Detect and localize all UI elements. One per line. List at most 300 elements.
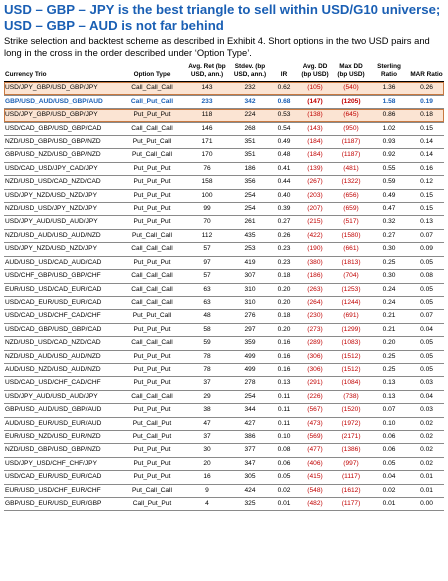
cell-avgdd: (380)	[307, 258, 323, 266]
cell-sterling: 0.21	[382, 325, 396, 333]
cell-sterling: 0.24	[382, 298, 396, 306]
cell-trio: USD/JPY_AUD/USD_AUD/JPY	[5, 392, 98, 400]
cell-sterling: 0.27	[382, 231, 396, 239]
cell-sterling: 0.20	[382, 339, 396, 347]
cell-ir: 0.53	[271, 109, 297, 122]
cell-stdev: 344	[244, 406, 256, 414]
cell-ir: 0.18	[277, 312, 291, 320]
cell-stdev: 342	[229, 95, 271, 108]
cell-trio: USD/JPY_AUD/USD_AUD/JPY	[5, 218, 98, 226]
cell-ir: 0.48	[277, 151, 291, 159]
cell-ret: 63	[203, 285, 211, 293]
header-ret: Avg. Ret (bp USD, ann.)	[185, 63, 229, 82]
cell-type: Put_Put_Put	[133, 191, 171, 199]
cell-sterling: 0.01	[382, 500, 396, 507]
cell-ir: 0.11	[277, 406, 291, 414]
cell-maxdd: (1386)	[341, 446, 361, 454]
table-row	[4, 256, 444, 269]
cell-maxdd: (1253)	[341, 285, 361, 293]
cell-stdev: 254	[244, 191, 256, 199]
cell-ret: 58	[203, 325, 211, 333]
cell-trio: NZD/USD_GBP/USD_GBP/NZD	[5, 138, 101, 146]
cell-mar: 0.15	[420, 124, 433, 132]
table-row	[4, 323, 444, 336]
cell-maxdd: (1177)	[341, 500, 361, 507]
cell-maxdd: (1117)	[341, 473, 361, 481]
cell-avgdd: (548)	[307, 486, 323, 494]
cell-sterling: 0.93	[382, 138, 396, 146]
table-row	[4, 417, 444, 430]
cell-sterling: 1.02	[382, 124, 396, 132]
cell-sterling: 0.13	[382, 379, 396, 387]
cell-sterling: 0.04	[382, 473, 396, 481]
cell-sterling: 0.30	[382, 245, 396, 253]
cell-trio: USD/JPY_USD/CHF_CHF/JPY	[5, 459, 97, 467]
cell-avgdd: (267)	[307, 178, 323, 186]
cell-type: Put_Put_Put	[133, 446, 171, 454]
cell-ir: 0.05	[277, 473, 291, 481]
cell-type: Put_Put_Put	[133, 473, 171, 481]
header-trio: Currency Trio	[4, 63, 119, 82]
cell-trio: AUD/USD_EUR/USD_EUR/AUD	[5, 419, 102, 427]
table-row	[4, 350, 444, 363]
cell-avgdd: (567)	[307, 406, 323, 414]
table-row	[4, 270, 444, 283]
cell-type: Call_Call_Call	[131, 245, 173, 253]
cell-mar: 0.07	[420, 312, 433, 320]
cell-avgdd: (415)	[307, 473, 323, 481]
cell-ret: 100	[201, 191, 213, 199]
header-sterling: Sterling Ratio	[369, 63, 409, 82]
cell-sterling: 0.92	[382, 151, 396, 159]
cell-avgdd: (143)	[307, 124, 323, 132]
cell-ret: 118	[185, 109, 229, 122]
cell-maxdd: (645)	[333, 109, 369, 122]
cell-avgdd: (306)	[307, 352, 323, 360]
cell-type: Call_Put_Put	[132, 500, 172, 507]
cell-ret: 37	[203, 432, 211, 440]
cell-ir: 0.20	[277, 325, 291, 333]
cell-stdev: 268	[244, 124, 256, 132]
table-row	[4, 162, 444, 175]
cell-avgdd: (186)	[307, 272, 323, 280]
cell-stdev: 254	[244, 392, 256, 400]
cell-stdev: 424	[244, 486, 256, 494]
cell-type: Put_Put_Put	[133, 379, 171, 387]
cell-mar: 0.02	[420, 419, 433, 427]
table-row	[4, 363, 444, 376]
table-row	[4, 404, 444, 417]
cell-type: Put_Put_Put	[119, 109, 185, 122]
cell-mar: 0.01	[420, 486, 433, 494]
cell-avgdd: (138)	[297, 109, 333, 122]
header-ir: IR	[271, 63, 297, 82]
cell-ret: 38	[203, 406, 211, 414]
results-table	[4, 63, 444, 511]
table-row	[4, 136, 444, 149]
cell-trio: NZD/USD_USD/CAD_NZD/CAD	[5, 339, 101, 347]
cell-mar: 0.02	[420, 459, 433, 467]
cell-mar: 0.05	[420, 339, 433, 347]
cell-trio: USD/JPY_NZD/USD_NZD/JPY	[5, 191, 97, 199]
cell-ret: 76	[203, 164, 211, 172]
cell-avgdd: (263)	[307, 285, 323, 293]
cell-type: Put_Put_Put	[133, 365, 171, 373]
cell-sterling: 0.25	[382, 365, 396, 373]
cell-maxdd: (1083)	[341, 339, 361, 347]
cell-ret: 143	[185, 82, 229, 95]
cell-mar: 0.00	[420, 500, 433, 507]
cell-stdev: 186	[244, 164, 256, 172]
cell-ret: 63	[203, 298, 211, 306]
cell-type: Put_Put_Put	[133, 352, 171, 360]
cell-stdev: 351	[244, 151, 256, 159]
cell-avgdd: (406)	[307, 459, 323, 467]
cell-type: Put_Put_Put	[133, 164, 171, 172]
cell-stdev: 261	[244, 218, 256, 226]
cell-trio: USD/CAD_EUR/USD_EUR/CAD	[5, 298, 102, 306]
cell-stdev: 499	[244, 352, 256, 360]
cell-avgdd: (184)	[307, 151, 323, 159]
cell-maxdd: (481)	[343, 164, 359, 172]
cell-sterling: 1.58	[369, 95, 409, 108]
cell-avgdd: (105)	[297, 82, 333, 95]
cell-maxdd: (738)	[343, 392, 359, 400]
cell-stdev: 310	[244, 285, 256, 293]
cell-trio: EUR/USD_USD/CAD_EUR/CAD	[5, 285, 102, 293]
cell-mar: 0.04	[420, 325, 433, 333]
cell-ret: 99	[203, 205, 211, 213]
cell-mar: 0.02	[420, 432, 433, 440]
cell-trio: AUD/USD_NZD/USD_AUD/NZD	[5, 365, 101, 373]
cell-ret: 78	[203, 352, 211, 360]
cell-ret: 4	[205, 500, 209, 507]
table-row	[4, 337, 444, 350]
cell-avgdd: (477)	[307, 446, 323, 454]
cell-maxdd: (1205)	[333, 95, 369, 108]
cell-trio: GBP/USD_NZD/USD_GBP/NZD	[5, 151, 101, 159]
table-row	[4, 243, 444, 256]
cell-type: Put_Put_Put	[133, 406, 171, 414]
table-row	[4, 176, 444, 189]
cell-ret: 146	[201, 124, 213, 132]
cell-ir: 0.16	[277, 365, 291, 373]
cell-sterling: 0.24	[382, 285, 396, 293]
cell-maxdd: (1299)	[341, 325, 361, 333]
cell-stdev: 232	[229, 82, 271, 95]
cell-maxdd: (1512)	[341, 365, 361, 373]
cell-ir: 0.18	[277, 272, 291, 280]
cell-maxdd: (1084)	[341, 379, 361, 387]
table-row	[4, 471, 444, 484]
cell-avgdd: (273)	[307, 325, 323, 333]
cell-mar: 0.12	[420, 178, 433, 186]
cell-ret: 37	[203, 379, 211, 387]
table-row	[4, 296, 444, 309]
cell-ir: 0.08	[277, 446, 291, 454]
cell-mar: 0.14	[420, 138, 433, 146]
cell-trio: USD/JPY_GBP/USD_GBP/JPY	[4, 82, 119, 95]
header-avgdd: Avg. DD (bp USD)	[297, 63, 333, 82]
cell-maxdd: (1512)	[341, 352, 361, 360]
cell-trio: GBP/USD_EUR/USD_EUR/GBP	[5, 500, 102, 507]
cell-stdev: 253	[244, 245, 256, 253]
cell-ir: 0.20	[277, 298, 291, 306]
cell-mar: 0.03	[420, 406, 433, 414]
cell-ret: 9	[205, 486, 209, 494]
cell-type: Put_Call_Put	[132, 432, 172, 440]
exhibit-subtitle: Strike selection and backtest scheme as described in Exhibit 4. Short options in the two USD pairs and long in the cross in the order described under ‘Option Type’.	[4, 35, 430, 58]
cell-mar: 0.01	[420, 473, 433, 481]
cell-avgdd: (190)	[307, 245, 323, 253]
cell-maxdd: (1612)	[341, 486, 361, 494]
cell-ir: 0.27	[277, 218, 291, 226]
cell-avgdd: (230)	[307, 312, 323, 320]
cell-trio: EUR/USD_NZD/USD_EUR/NZD	[5, 432, 101, 440]
table-row	[4, 149, 444, 162]
cell-trio: USD/JPY_GBP/USD_GBP/JPY	[4, 109, 119, 122]
cell-ret: 171	[201, 138, 213, 146]
cell-sterling: 1.36	[369, 82, 409, 95]
table-row	[4, 122, 444, 135]
cell-type: Put_Put_Put	[133, 258, 171, 266]
cell-ret: 30	[203, 446, 211, 454]
cell-mar: 0.18	[409, 109, 444, 122]
cell-type: Call_Call_Call	[131, 392, 173, 400]
cell-trio: USD/JPY_NZD/USD_NZD/JPY	[5, 245, 97, 253]
cell-mar: 0.04	[420, 392, 433, 400]
cell-type: Put_Put_Put	[133, 178, 171, 186]
cell-stdev: 254	[244, 205, 256, 213]
cell-sterling: 0.49	[382, 191, 396, 199]
cell-avgdd: (184)	[307, 138, 323, 146]
cell-mar: 0.05	[420, 285, 433, 293]
cell-mar: 0.19	[409, 95, 444, 108]
cell-maxdd: (691)	[343, 312, 359, 320]
cell-stdev: 276	[244, 312, 256, 320]
cell-ret: 97	[203, 258, 211, 266]
cell-ir: 0.26	[277, 231, 291, 239]
cell-ret: 47	[203, 419, 211, 427]
cell-type: Put_Put_Put	[133, 218, 171, 226]
cell-type: Put_Call_Call	[132, 151, 172, 159]
cell-avgdd: (226)	[307, 392, 323, 400]
table-row	[4, 283, 444, 296]
cell-type: Call_Call_Call	[131, 298, 173, 306]
cell-sterling: 0.32	[382, 218, 396, 226]
cell-sterling: 0.10	[382, 419, 396, 427]
cell-maxdd: (2171)	[341, 432, 361, 440]
table-row	[4, 109, 444, 122]
table-row	[4, 310, 444, 323]
cell-type: Put_Call_Put	[132, 419, 172, 427]
cell-trio: NZD/USD_GBP/USD_GBP/NZD	[5, 446, 101, 454]
cell-sterling: 0.07	[382, 406, 396, 414]
cell-mar: 0.07	[420, 231, 433, 239]
cell-sterling: 0.30	[382, 272, 396, 280]
cell-avgdd: (306)	[307, 365, 323, 373]
cell-stdev: 386	[244, 432, 256, 440]
cell-stdev: 347	[244, 459, 256, 467]
cell-mar: 0.05	[420, 352, 433, 360]
header-row	[4, 63, 444, 82]
cell-stdev: 310	[244, 298, 256, 306]
cell-ir: 0.16	[277, 352, 291, 360]
cell-ir: 0.06	[277, 459, 291, 467]
cell-maxdd: (1244)	[341, 298, 361, 306]
cell-ret: 59	[203, 339, 211, 347]
cell-stdev: 356	[244, 178, 256, 186]
table-row	[4, 216, 444, 229]
header-stdev: Stdev. (bp USD, ann.)	[229, 63, 271, 82]
cell-sterling: 0.25	[382, 258, 396, 266]
cell-mar: 0.14	[420, 151, 433, 159]
cell-stdev: 419	[244, 258, 256, 266]
cell-ret: 170	[201, 151, 213, 159]
cell-ir: 0.16	[277, 339, 291, 347]
header-maxdd: Max DD (bp USD)	[333, 63, 369, 82]
table-row	[4, 229, 444, 242]
cell-stdev: 278	[244, 379, 256, 387]
cell-trio: AUD/USD_USD/CAD_AUD/CAD	[5, 258, 102, 266]
cell-sterling: 0.55	[382, 164, 396, 172]
cell-trio: USD/CAD_GBP/USD_GBP/CAD	[5, 325, 102, 333]
header-mar: MAR Ratio	[409, 63, 444, 82]
table-row	[4, 444, 444, 457]
cell-type: Call_Call_Call	[131, 124, 173, 132]
cell-maxdd: (997)	[343, 459, 359, 467]
cell-stdev: 351	[244, 138, 256, 146]
cell-maxdd: (1520)	[341, 406, 361, 414]
cell-trio: USD/CAD_USD/CHF_CAD/CHF	[5, 312, 101, 320]
cell-maxdd: (659)	[343, 205, 359, 213]
table-row	[4, 203, 444, 216]
table-row	[4, 189, 444, 202]
cell-sterling: 0.25	[382, 352, 396, 360]
cell-stdev: 325	[244, 500, 256, 507]
cell-type: Call_Put_Call	[119, 95, 185, 108]
cell-mar: 0.05	[420, 365, 433, 373]
cell-type: Put_Put_Put	[133, 459, 171, 467]
cell-stdev: 307	[244, 272, 256, 280]
cell-mar: 0.03	[420, 379, 433, 387]
cell-maxdd: (661)	[343, 245, 359, 253]
cell-ir: 0.13	[277, 379, 291, 387]
cell-stdev: 359	[244, 339, 256, 347]
cell-sterling: 0.13	[382, 392, 396, 400]
cell-ir: 0.40	[277, 191, 291, 199]
cell-maxdd: (1580)	[341, 231, 361, 239]
exhibit-title: USD – GBP – JPY is the best triangle to sell within USD/G10 universe; USD – GBP – AUD is not far behind	[4, 2, 441, 33]
cell-ir: 0.41	[277, 164, 291, 172]
header-type: Option Type	[119, 63, 185, 82]
cell-ret: 78	[203, 365, 211, 373]
cell-type: Put_Call_Call	[132, 486, 172, 494]
cell-maxdd: (950)	[343, 124, 359, 132]
cell-ir: 0.11	[277, 419, 291, 427]
cell-sterling: 0.47	[382, 205, 396, 213]
cell-mar: 0.05	[420, 258, 433, 266]
cell-mar: 0.15	[420, 191, 433, 199]
cell-avgdd: (147)	[297, 95, 333, 108]
cell-ret: 233	[185, 95, 229, 108]
cell-ir: 0.02	[277, 486, 291, 494]
cell-maxdd: (517)	[343, 218, 359, 226]
cell-stdev: 224	[229, 109, 271, 122]
cell-avgdd: (473)	[307, 419, 323, 427]
cell-maxdd: (1972)	[341, 419, 361, 427]
cell-ir: 0.68	[271, 95, 297, 108]
cell-type: Call_Call_Call	[131, 272, 173, 280]
cell-trio: USD/CHF_GBP/USD_GBP/CHF	[5, 272, 101, 280]
cell-avgdd: (203)	[307, 191, 323, 199]
cell-ret: 16	[203, 473, 211, 481]
table-row	[4, 457, 444, 470]
cell-trio: USD/CAD_EUR/USD_EUR/CAD	[5, 473, 102, 481]
cell-ret: 70	[203, 218, 211, 226]
cell-mar: 0.15	[420, 205, 433, 213]
cell-mar: 0.09	[420, 245, 433, 253]
cell-ir: 0.01	[277, 500, 291, 507]
cell-type: Put_Put_Put	[133, 325, 171, 333]
cell-stdev: 305	[244, 473, 256, 481]
table-row	[4, 484, 444, 497]
table-row	[4, 95, 444, 108]
cell-stdev: 377	[244, 446, 256, 454]
cell-trio: GBP/USD_AUD/USD_GBP/AUD	[5, 406, 102, 414]
cell-trio: NZD/USD_USD/JPY_NZD/JPY	[5, 205, 97, 213]
cell-avgdd: (422)	[307, 231, 323, 239]
cell-maxdd: (540)	[333, 82, 369, 95]
cell-mar: 0.16	[420, 164, 433, 172]
cell-ir: 0.10	[277, 432, 291, 440]
cell-avgdd: (215)	[307, 218, 323, 226]
cell-ir: 0.49	[277, 138, 291, 146]
cell-trio: EUR/USD_USD/CHF_EUR/CHF	[5, 486, 101, 494]
cell-ir: 0.44	[277, 178, 291, 186]
cell-type: Put_Put_Call	[132, 312, 172, 320]
cell-trio: NZD/USD_AUD/USD_AUD/NZD	[5, 352, 101, 360]
cell-ret: 29	[203, 392, 211, 400]
cell-mar: 0.08	[420, 272, 433, 280]
cell-ir: 0.20	[277, 285, 291, 293]
cell-avgdd: (139)	[307, 164, 323, 172]
cell-trio: USD/CAD_USD/CHF_CAD/CHF	[5, 379, 101, 387]
cell-trio: USD/CAD_USD/JPY_CAD/JPY	[5, 164, 98, 172]
cell-sterling: 0.06	[382, 432, 396, 440]
cell-ret: 57	[203, 245, 211, 253]
cell-maxdd: (1322)	[341, 178, 361, 186]
table-row	[4, 430, 444, 443]
cell-sterling: 0.86	[369, 109, 409, 122]
cell-maxdd: (656)	[343, 191, 359, 199]
cell-mar: 0.26	[409, 82, 444, 95]
cell-avgdd: (207)	[307, 205, 323, 213]
cell-avgdd: (289)	[307, 339, 323, 347]
cell-sterling: 0.02	[382, 486, 396, 494]
cell-mar: 0.02	[420, 446, 433, 454]
cell-ir: 0.62	[271, 82, 297, 95]
cell-ir: 0.11	[277, 392, 291, 400]
cell-ret: 112	[201, 231, 213, 239]
table-row	[4, 82, 444, 95]
cell-avgdd: (482)	[307, 500, 323, 507]
table-row	[4, 377, 444, 390]
cell-maxdd: (1187)	[341, 138, 361, 146]
cell-ret: 57	[203, 272, 211, 280]
cell-maxdd: (704)	[343, 272, 359, 280]
cell-trio: USD/CAD_GBP/USD_GBP/CAD	[5, 124, 102, 132]
